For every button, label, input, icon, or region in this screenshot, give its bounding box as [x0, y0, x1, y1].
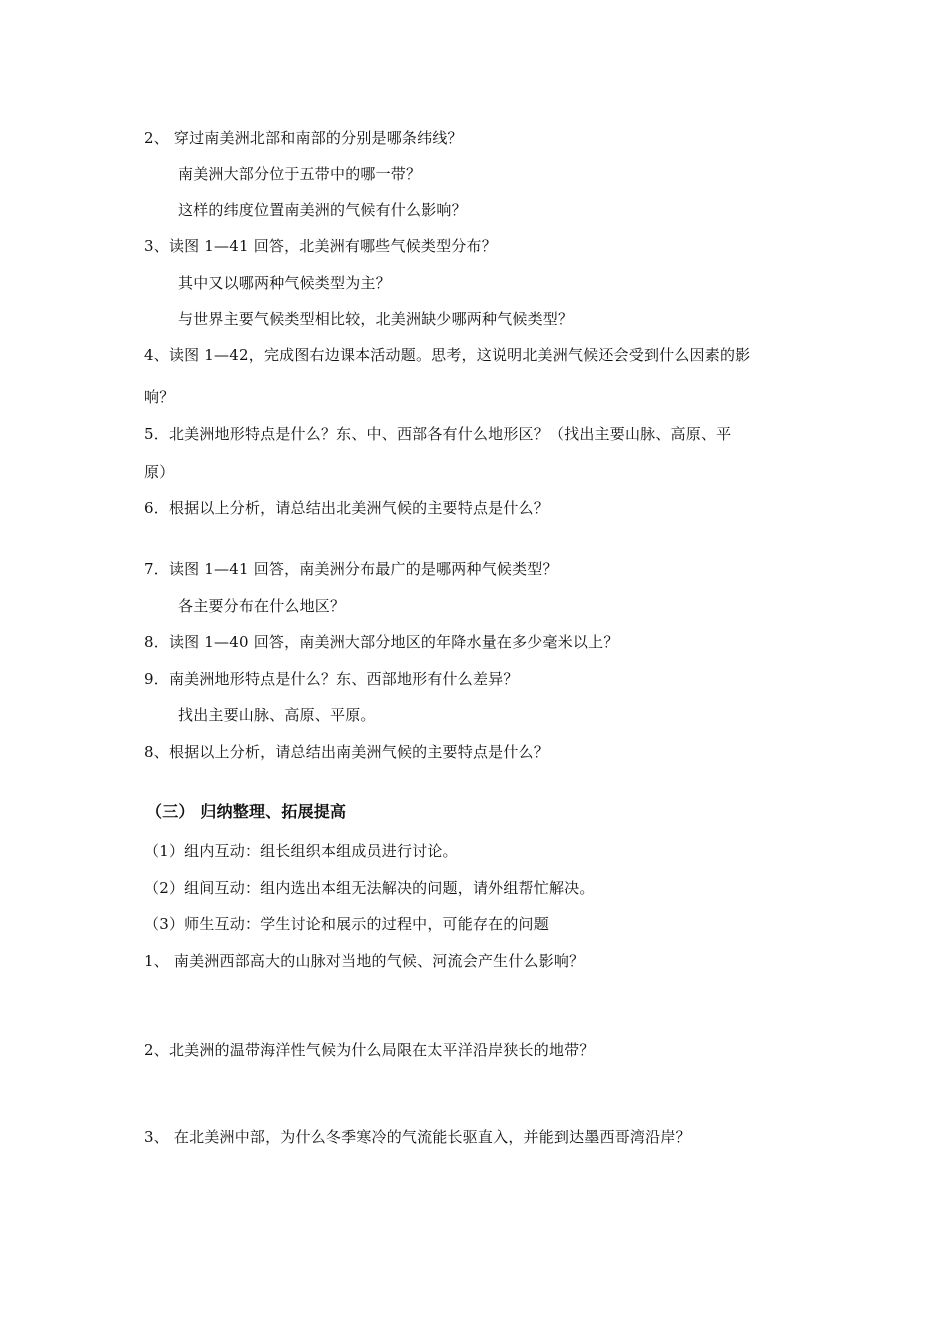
- question-3-sub-1: 其中又以哪两种气候类型为主？: [178, 274, 391, 292]
- interaction-item-2: （2）组间互动：组内选出本组无法解决的问题，请外组帮忙解决。: [144, 879, 595, 897]
- question-8b: 8、根据以上分析，请总结出南美洲气候的主要特点是什么？: [144, 743, 549, 761]
- question-4-line-1: 4、读图 1—42，完成图右边课本活动题。思考，这说明北美洲气候还会受到什么因素的影: [144, 346, 751, 364]
- question-9: 9．南美洲地形特点是什么？东、西部地形有什么差异？: [144, 670, 519, 688]
- interaction-item-1: （1）组内互动：组长组织本组成员进行讨论。: [144, 842, 458, 860]
- question-4-line-2: 响？: [144, 388, 175, 406]
- discussion-question-2: 2、北美洲的温带海洋性气候为什么局限在太平洋沿岸狭长的地带？: [144, 1041, 595, 1059]
- question-2-sub-2: 这样的纬度位置南美洲的气候有什么影响？: [178, 201, 467, 219]
- question-6: 6．根据以上分析，请总结出北美洲气候的主要特点是什么？: [144, 499, 549, 517]
- interaction-item-3: （3）师生互动：学生讨论和展示的过程中，可能存在的问题: [144, 915, 549, 933]
- question-8: 8．读图 1—40 回答，南美洲大部分地区的年降水量在多少毫米以上？: [144, 633, 619, 651]
- question-3-sub-2: 与世界主要气候类型相比较，北美洲缺少哪两种气候类型？: [178, 310, 574, 328]
- discussion-question-3: 3、 在北美洲中部，为什么冬季寒冷的气流能长驱直入，并能到达墨西哥湾沿岸？: [144, 1128, 691, 1146]
- question-9-sub-1: 找出主要山脉、高原、平原。: [178, 706, 376, 724]
- question-7-sub-1: 各主要分布在什么地区？: [178, 597, 346, 615]
- question-7: 7．读图 1—41 回答，南美洲分布最广的是哪两种气候类型？: [144, 560, 558, 578]
- question-2-sub-1: 南美洲大部分位于五带中的哪一带？: [178, 165, 422, 183]
- question-5-line-2: 原）: [144, 463, 175, 481]
- discussion-question-1: 1、 南美洲西部高大的山脉对当地的气候、河流会产生什么影响？: [144, 952, 585, 970]
- question-5-line-1: 5．北美洲地形特点是什么？东、中、西部各有什么地形区？（找出主要山脉、高原、平: [144, 425, 732, 443]
- question-2: 2、 穿过南美洲北部和南部的分别是哪条纬线？: [144, 129, 463, 147]
- question-3: 3、读图 1—41 回答，北美洲有哪些气候类型分布？: [144, 237, 497, 255]
- section-heading: （三） 归纳整理、拓展提高: [146, 802, 347, 821]
